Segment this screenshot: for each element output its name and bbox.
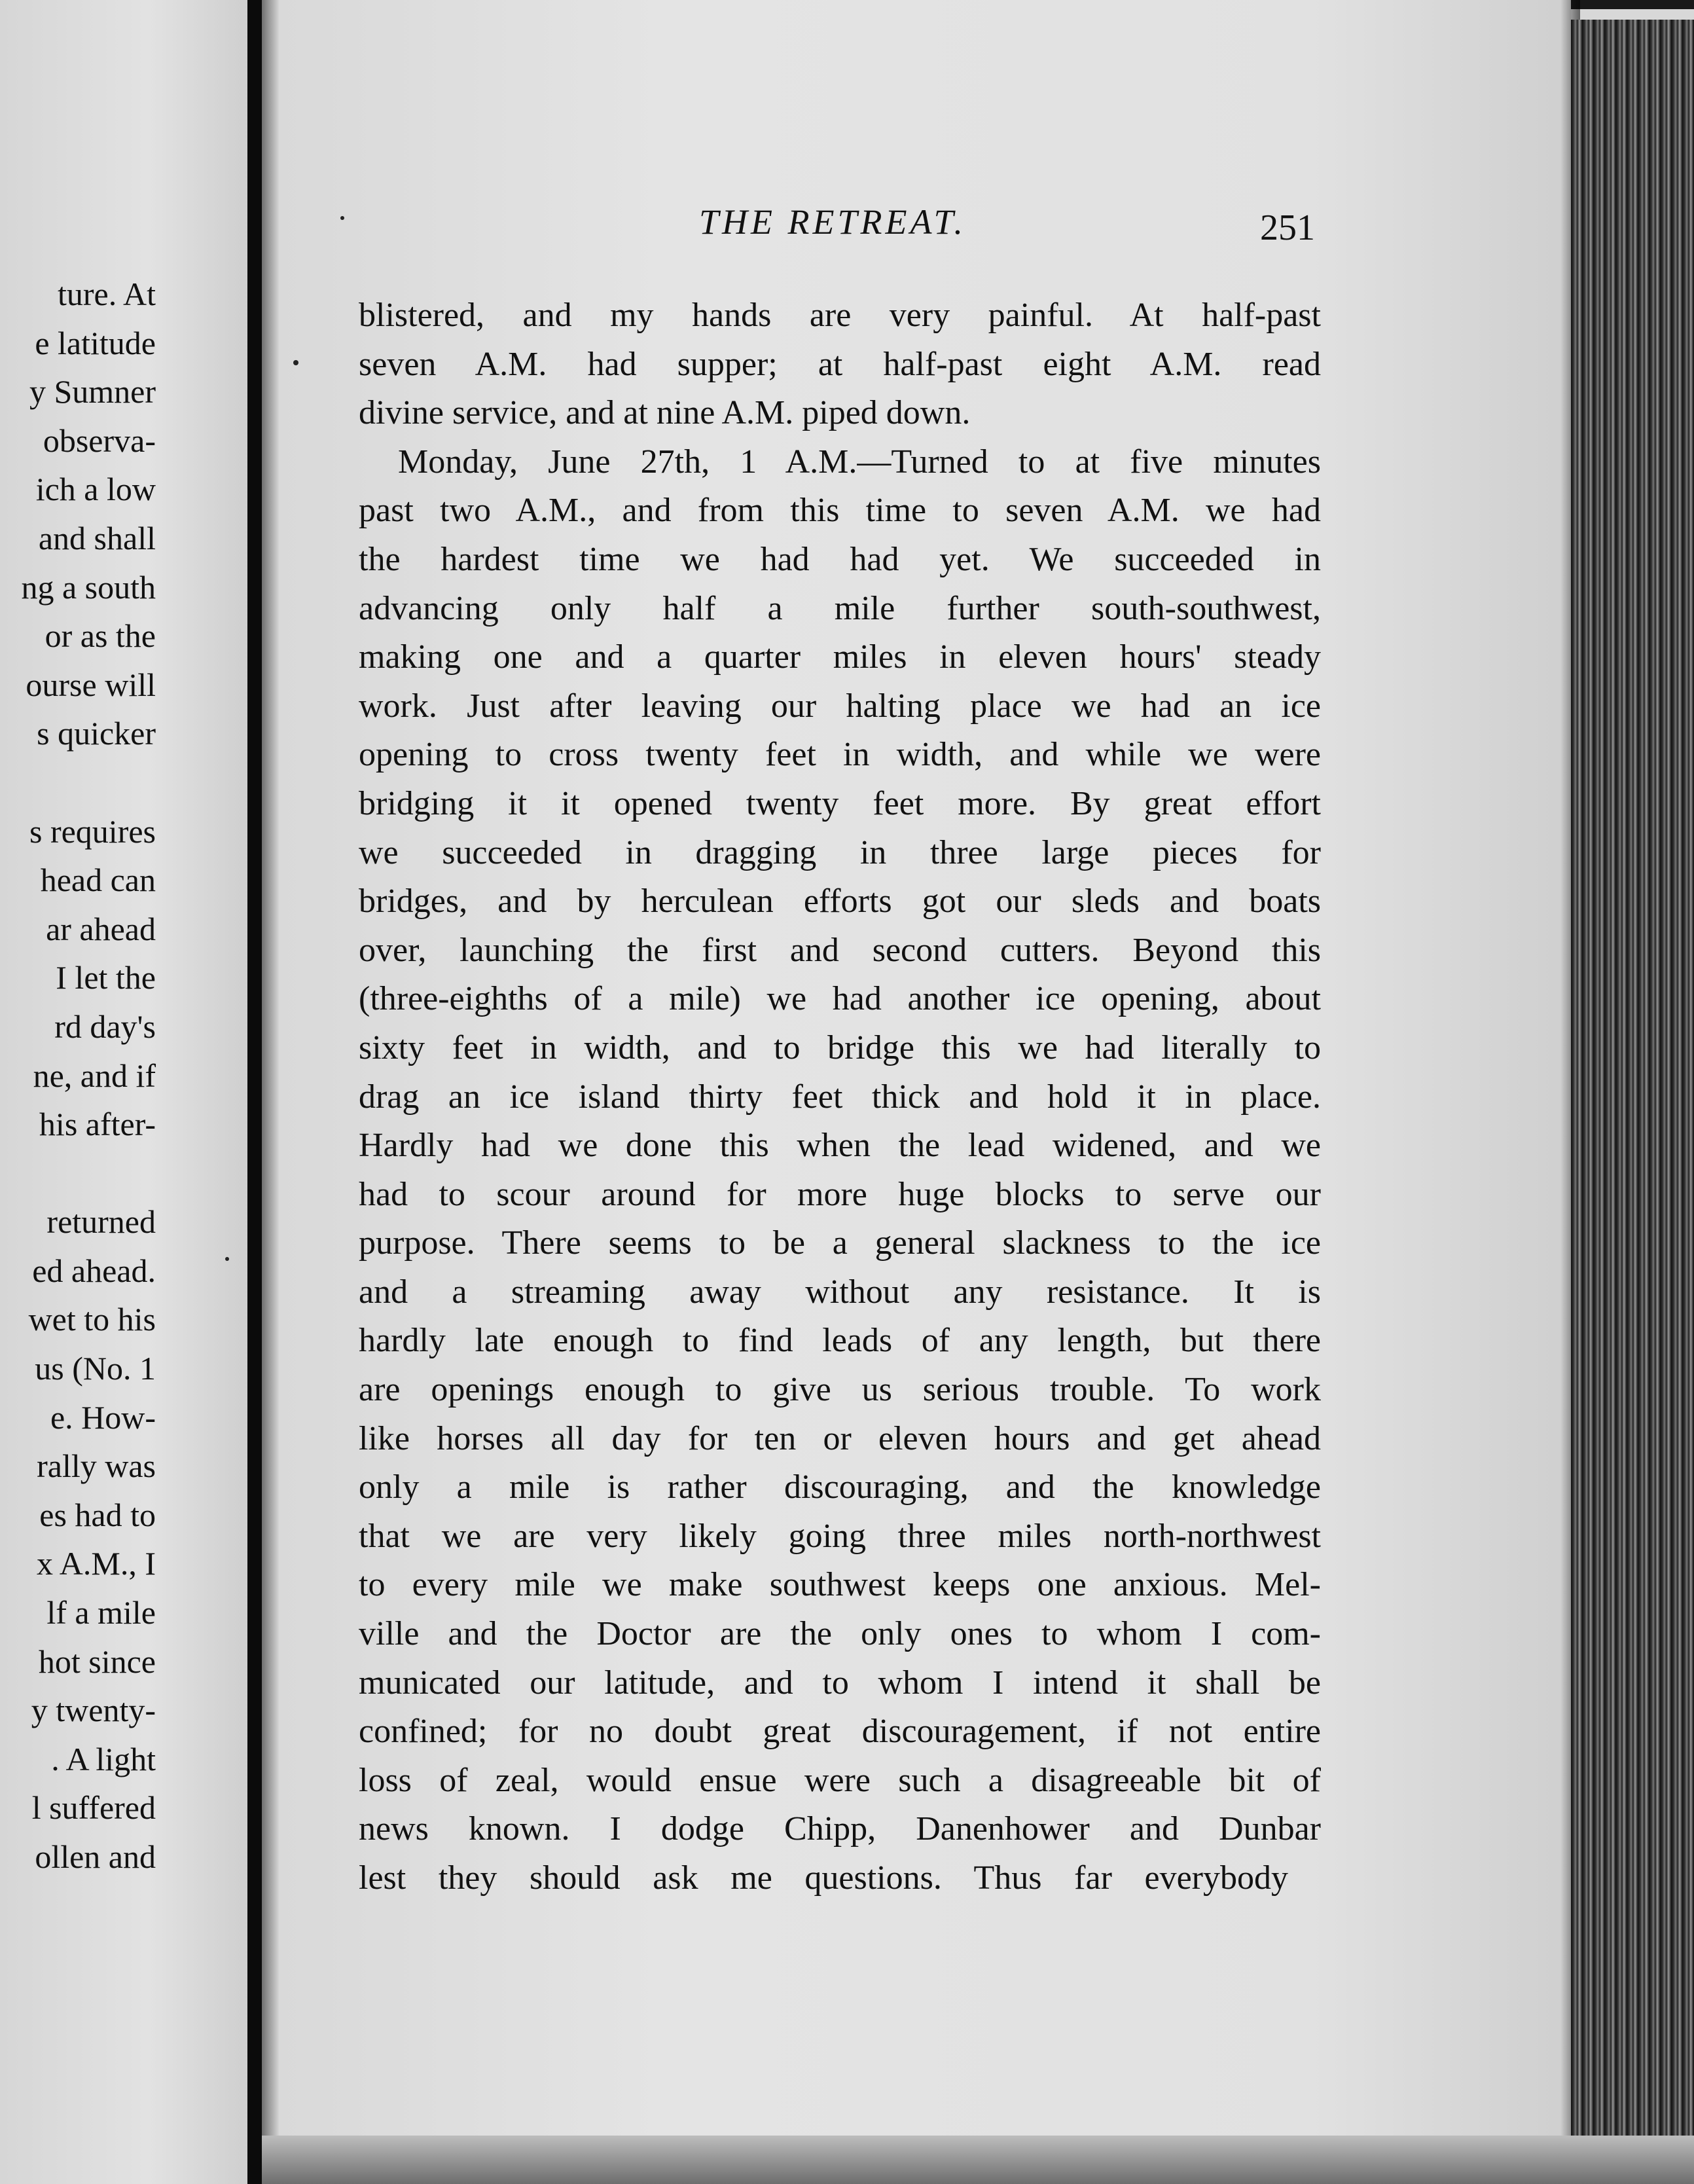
- body-line: advancing only half a mile further south-southwest,: [359, 589, 1321, 627]
- left-page-line: e latitude: [35, 324, 156, 361]
- left-page-line: y twenty-: [31, 1692, 156, 1729]
- body-line: Hardly had we done this when the lead widened, and we: [359, 1127, 1321, 1165]
- left-page-line: e. How-: [50, 1398, 156, 1436]
- left-page-line: ar ahead: [46, 910, 156, 947]
- body-line: we succeeded in dragging in three large pieces for: [359, 833, 1321, 871]
- left-page-line: returned: [46, 1203, 156, 1241]
- left-page-line: hot since: [38, 1643, 156, 1680]
- body-line: divine service, and at nine A.M. piped down.: [359, 394, 971, 432]
- book-page-edges: [1571, 20, 1694, 2184]
- left-page-line: l suffered: [31, 1789, 156, 1827]
- left-page-line: ollen and: [35, 1838, 156, 1875]
- body-line: opening to cross twenty feet in width, and while we were: [359, 736, 1321, 774]
- left-page-text: [0, 270, 156, 1882]
- left-page-line: rally was: [37, 1447, 156, 1485]
- left-page-line: us (No. 1: [35, 1350, 156, 1387]
- body-line: ville and the Doctor are the only ones to whom I com-: [359, 1615, 1321, 1653]
- body-line: bridging it it opened twenty feet more. By great effort: [359, 784, 1321, 822]
- body-line: purpose. There seems to be a general slackness to the ice: [359, 1224, 1321, 1262]
- left-page-line: I let the: [56, 959, 156, 996]
- scan-bottom-border: [262, 2136, 1694, 2184]
- body-line: like horses all day for ten or eleven hours and get ahead: [359, 1419, 1321, 1457]
- body-line: had to scour around for more huge blocks to serve our: [359, 1175, 1321, 1213]
- page-number: 251: [1260, 208, 1315, 248]
- body-line: loss of zeal, would ensue were such a disagreeable bit of: [359, 1761, 1321, 1799]
- body-line: (three-eighths of a mile) we had another ice opening, about: [359, 980, 1321, 1018]
- body-line: over, launching the first and second cutters. Beyond this: [359, 931, 1321, 969]
- left-page-line: s requires: [29, 812, 156, 850]
- left-page-line: s quicker: [37, 715, 156, 752]
- left-page-line: ed ahead.: [32, 1252, 156, 1289]
- left-page-line: ture. At: [58, 276, 156, 312]
- left-page-line: and shall: [38, 519, 156, 556]
- left-page-line: or as the: [45, 617, 156, 655]
- left-page-line: ich a low: [35, 471, 156, 508]
- left-page: [0, 0, 247, 2184]
- left-page-line: x A.M., I: [37, 1545, 156, 1582]
- body-line: news known. I dodge Chipp, Danenhower and Dunbar: [359, 1810, 1321, 1848]
- body-line: and a streaming away without any resistance. It is: [359, 1273, 1321, 1311]
- book-gutter: [247, 0, 262, 2184]
- left-page-line: ng a south: [21, 568, 156, 606]
- body-line: blistered, and my hands are very painful. At half-past: [359, 297, 1321, 334]
- left-page-line: observa-: [43, 422, 156, 459]
- body-line: bridges, and by herculean efforts got our sleds and boats: [359, 883, 1321, 920]
- body-line: sixty feet in width, and to bridge this we had literally to: [359, 1028, 1321, 1066]
- body-line: the hardest time we had had yet. We succeeded in: [359, 540, 1321, 578]
- left-page-line: y Sumner: [29, 373, 156, 410]
- left-page-line: ne, and if: [33, 1057, 156, 1094]
- body-line: lest they should ask me questions. Thus far everybody: [359, 1859, 1288, 1897]
- body-line: confined; for no doubt great discouragement, if not entire: [359, 1713, 1321, 1751]
- body-line: only a mile is rather discouraging, and the knowledge: [359, 1468, 1321, 1506]
- left-page-line: es had to: [39, 1496, 156, 1533]
- left-page-line: lf a mile: [46, 1594, 156, 1631]
- body-line: making one and a quarter miles in eleven hours' steady: [359, 638, 1321, 676]
- body-line: municated our latitude, and to whom I intend it shall be: [359, 1664, 1321, 1702]
- body-line: seven A.M. had supper; at half-past eight A.M. read: [359, 345, 1321, 383]
- running-head: THE RETREAT.: [699, 202, 966, 242]
- left-page-line: his after-: [39, 1106, 156, 1143]
- gutter-shadow: [262, 0, 279, 2184]
- left-page-line: rd day's: [54, 1008, 156, 1045]
- body-line: work. Just after leaving our halting place we had an ice: [359, 687, 1321, 725]
- left-page-line: wet to his: [28, 1301, 156, 1338]
- body-line: past two A.M., and from this time to seven A.M. we had: [359, 492, 1321, 530]
- left-page-line: . A light: [51, 1740, 156, 1777]
- body-line: that we are very likely going three miles north-northwest: [359, 1517, 1321, 1555]
- scan-speck: [225, 1257, 229, 1261]
- body-line: drag an ice island thirty feet thick and hold it in place.: [359, 1078, 1321, 1116]
- scan-speck: [293, 360, 298, 365]
- body-line: are openings enough to give us serious trouble. To work: [359, 1371, 1321, 1409]
- left-page-line: [0, 758, 156, 807]
- scan-speck: [340, 216, 344, 220]
- page-body-text: [359, 291, 1321, 1903]
- body-line: to every mile we make southwest keeps one anxious. Mel-: [359, 1566, 1321, 1604]
- left-page-line: [0, 1149, 156, 1198]
- body-line: Monday, June 27th, 1 A.M.—Turned to at five minutes: [398, 443, 1321, 481]
- left-page-line: head can: [40, 862, 156, 899]
- left-page-line: ourse will: [26, 666, 156, 703]
- body-line: hardly late enough to find leads of any length, but there: [359, 1322, 1321, 1360]
